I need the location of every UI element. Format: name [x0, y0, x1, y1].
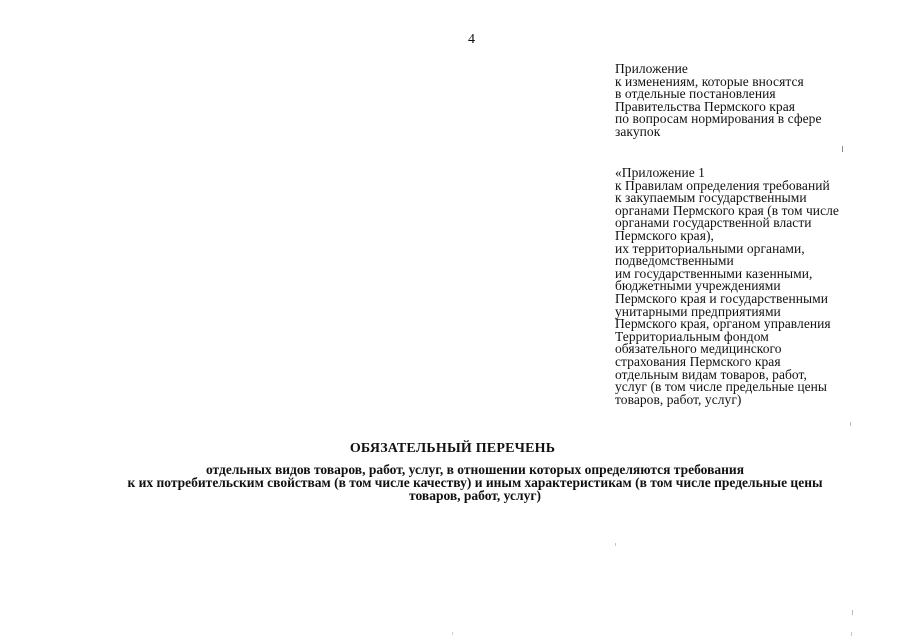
appendix-intro-line: Приложение [615, 61, 688, 76]
appendix-rules-line: подведомственными [615, 253, 734, 269]
document-subtitle [60, 463, 890, 502]
subtitle-line: к их потребительским свойствам (в том числе качеству) и иным характеристикам (в том числе предельные цены [127, 475, 823, 490]
appendix-rules-line: услуг (в том числе предельные цены [615, 379, 828, 395]
appendix-rules-line: Территориальным фондом [615, 328, 769, 344]
appendix-rules-line: унитарными предприятиями [615, 303, 781, 319]
appendix-intro-line: к изменениям, которые вносятся [615, 73, 804, 89]
appendix-rules-line: товаров, работ, услуг) [615, 391, 742, 407]
scan-artifact [851, 632, 852, 636]
appendix-rules-line: Пермского края), [615, 227, 714, 243]
appendix-rules-line: отдельным видам товаров, работ, [615, 366, 807, 382]
subtitle-line: отдельных видов товаров, работ, услуг, в отношении которых определяются требования [205, 462, 744, 477]
appendix-rules-line: страхования Пермского края [615, 353, 781, 369]
appendix-rules-line: бюджетными учреждениями [615, 278, 781, 294]
appendix-rules-line: Пермского края, органом управления [615, 316, 831, 332]
appendix-intro-line: в отдельные постановления [615, 86, 776, 102]
appendix-rules-line: их территориальными органами, [615, 240, 805, 256]
document-title: ОБЯЗАТЕЛЬНЫЙ ПЕРЕЧЕНЬ [349, 441, 556, 456]
appendix-intro-line: Правительства Пермского края [615, 98, 796, 114]
scan-artifact [842, 146, 843, 152]
appendix-intro-line: по вопросам нормирования в сфере [615, 111, 822, 127]
page-number: 4 [468, 32, 475, 47]
appendix-rules-line: им государственными казенными, [615, 265, 813, 281]
appendix-rules-block [615, 167, 895, 406]
appendix-rules-line: органами Пермского края (в том числе [615, 202, 839, 218]
appendix-intro-line: закупок [615, 123, 661, 139]
subtitle-line: товаров, работ, услуг) [409, 488, 541, 503]
appendix-rules-line: «Приложение 1 [615, 165, 705, 180]
appendix-rules-line: обязательного медицинского [615, 341, 782, 357]
scan-artifact [452, 632, 453, 635]
appendix-rules-line: к закупаемым государственными [615, 190, 807, 206]
appendix-intro-block [615, 63, 895, 139]
scan-artifact [615, 543, 616, 546]
scan-artifact [850, 422, 851, 426]
appendix-rules-line: к Правилам определения требований [615, 177, 830, 193]
appendix-rules-line: органами государственной власти [615, 215, 812, 231]
appendix-rules-line: Пермского края и государственными [615, 290, 828, 306]
scan-artifact [852, 610, 853, 615]
